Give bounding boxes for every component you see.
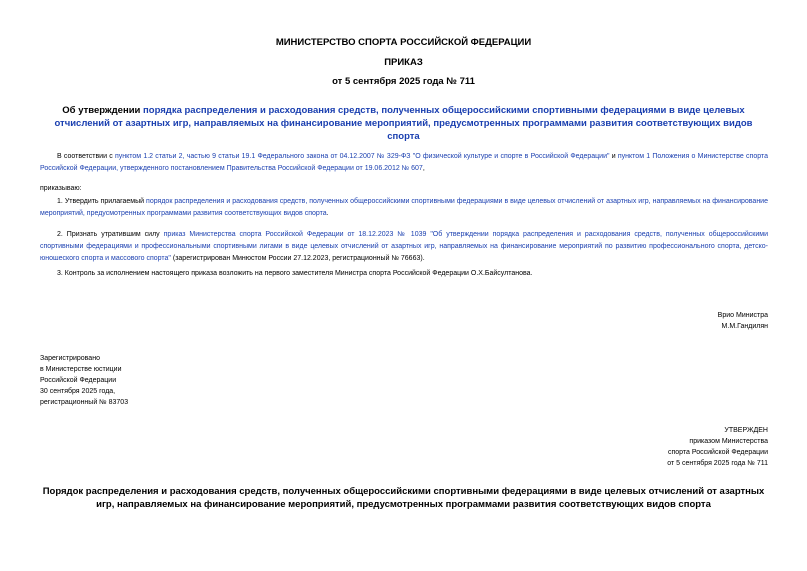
- signature-name: М.М.Гандилян: [721, 323, 768, 330]
- procedure-title: Порядок распределения и расходования средств, полученных общероссийскими спортивными федерациями в виде целевых отчислений от азартных игр, направляемых на финансирование мероприятий, предусмотренных программами развития соответствующих видов спорта: [42, 486, 765, 510]
- registration-line-5: регистрационный № 83703: [40, 399, 129, 406]
- procedure-link[interactable]: порядок распределения и расходования средств, полученных общероссийскими спортивными федерациями в виде целевых отчислений от азартных игр, направляемых на финансирование мероприятий, предусмотренных программами развития соответствующих видов спорта: [40, 198, 768, 217]
- title-prefix: Об утверждении: [62, 105, 144, 116]
- approval-line-1: УТВЕРЖДЕН: [724, 427, 768, 434]
- item-2-text-a: 2. Признать утратившим силу: [57, 231, 164, 238]
- regulation-link[interactable]: пунктом 1 Положения о Министерстве спорта Российской Федерации, утвержденного постановлением Правительства Российской Федерации от 19.06.2012 № 607: [40, 153, 768, 172]
- repealed-order-link[interactable]: приказ Министерства спорта Российской Федерации от 18.12.2023 № 1039 "Об утверждении порядка распределения и расходования средств, полученных общероссийскими спортивными федерациями и профессиональными спортивными лигами в виде целевых отчислений от азартных игр, направляемых на финансирование мероприятий по развитию профессионального спорта, детско-юношеского спорта и массового спорта": [40, 231, 768, 262]
- paragraph-item-3: 3. Контроль за исполнением настоящего приказа возложить на первого заместителя Министра спорта Российской Федерации О.Х.Байсултанова.: [57, 270, 533, 277]
- doc-type-heading: ПРИКАЗ: [384, 57, 423, 68]
- paragraph-item-1: [40, 196, 768, 220]
- signature-position: Врио Министра: [717, 312, 768, 319]
- preamble-text-b: и: [609, 153, 618, 160]
- item-1-text-a: 1. Утвердить прилагаемый: [57, 198, 147, 205]
- approval-line-4: от 5 сентября 2025 года № 711: [667, 460, 768, 467]
- approval-line-2: приказом Министерства: [689, 438, 768, 445]
- registration-block: [40, 353, 128, 408]
- registration-line-4: 30 сентября 2025 года,: [40, 388, 116, 395]
- preamble-text-c: ,: [422, 165, 425, 172]
- law-link[interactable]: пунктом 1.2 статьи 2, частью 9 статьи 19.1 Федерального закона от 04.12.2007 № 329-ФЗ "О физической культуре и спорте в Российской Федерации": [114, 153, 610, 160]
- paragraph-item-2: [40, 229, 768, 265]
- approval-block: [667, 425, 768, 469]
- preamble-text-a: В соответствии с: [57, 153, 115, 160]
- registration-line-1: Зарегистрировано: [40, 355, 100, 362]
- paragraph-order: приказываю:: [40, 185, 82, 192]
- ministry-heading: МИНИСТЕРСТВО СПОРТА РОССИЙСКОЙ ФЕДЕРАЦИИ: [275, 37, 532, 48]
- item-2-text-b: (зарегистрирован Минюстом России 27.12.2023, регистрационный № 76663).: [170, 255, 425, 262]
- document-title: [40, 104, 767, 143]
- registration-line-3: Российской Федерации: [40, 377, 117, 384]
- item-1-text-b: .: [326, 210, 329, 217]
- registration-line-2: в Министерстве юстиции: [40, 366, 122, 373]
- title-link[interactable]: порядка распределения и расходования средств, полученных общероссийскими спортивными федерациями в виде целевых отчислений от азартных игр, направляемых на финансирование мероприятий, предусмотренных программами развития соответствующих видов спорта: [54, 105, 753, 142]
- doc-date-number: от 5 сентября 2025 года № 711: [332, 76, 475, 87]
- signature-block: [718, 310, 768, 332]
- paragraph-preamble: [40, 151, 768, 175]
- approval-line-3: спорта Российской Федерации: [667, 449, 768, 456]
